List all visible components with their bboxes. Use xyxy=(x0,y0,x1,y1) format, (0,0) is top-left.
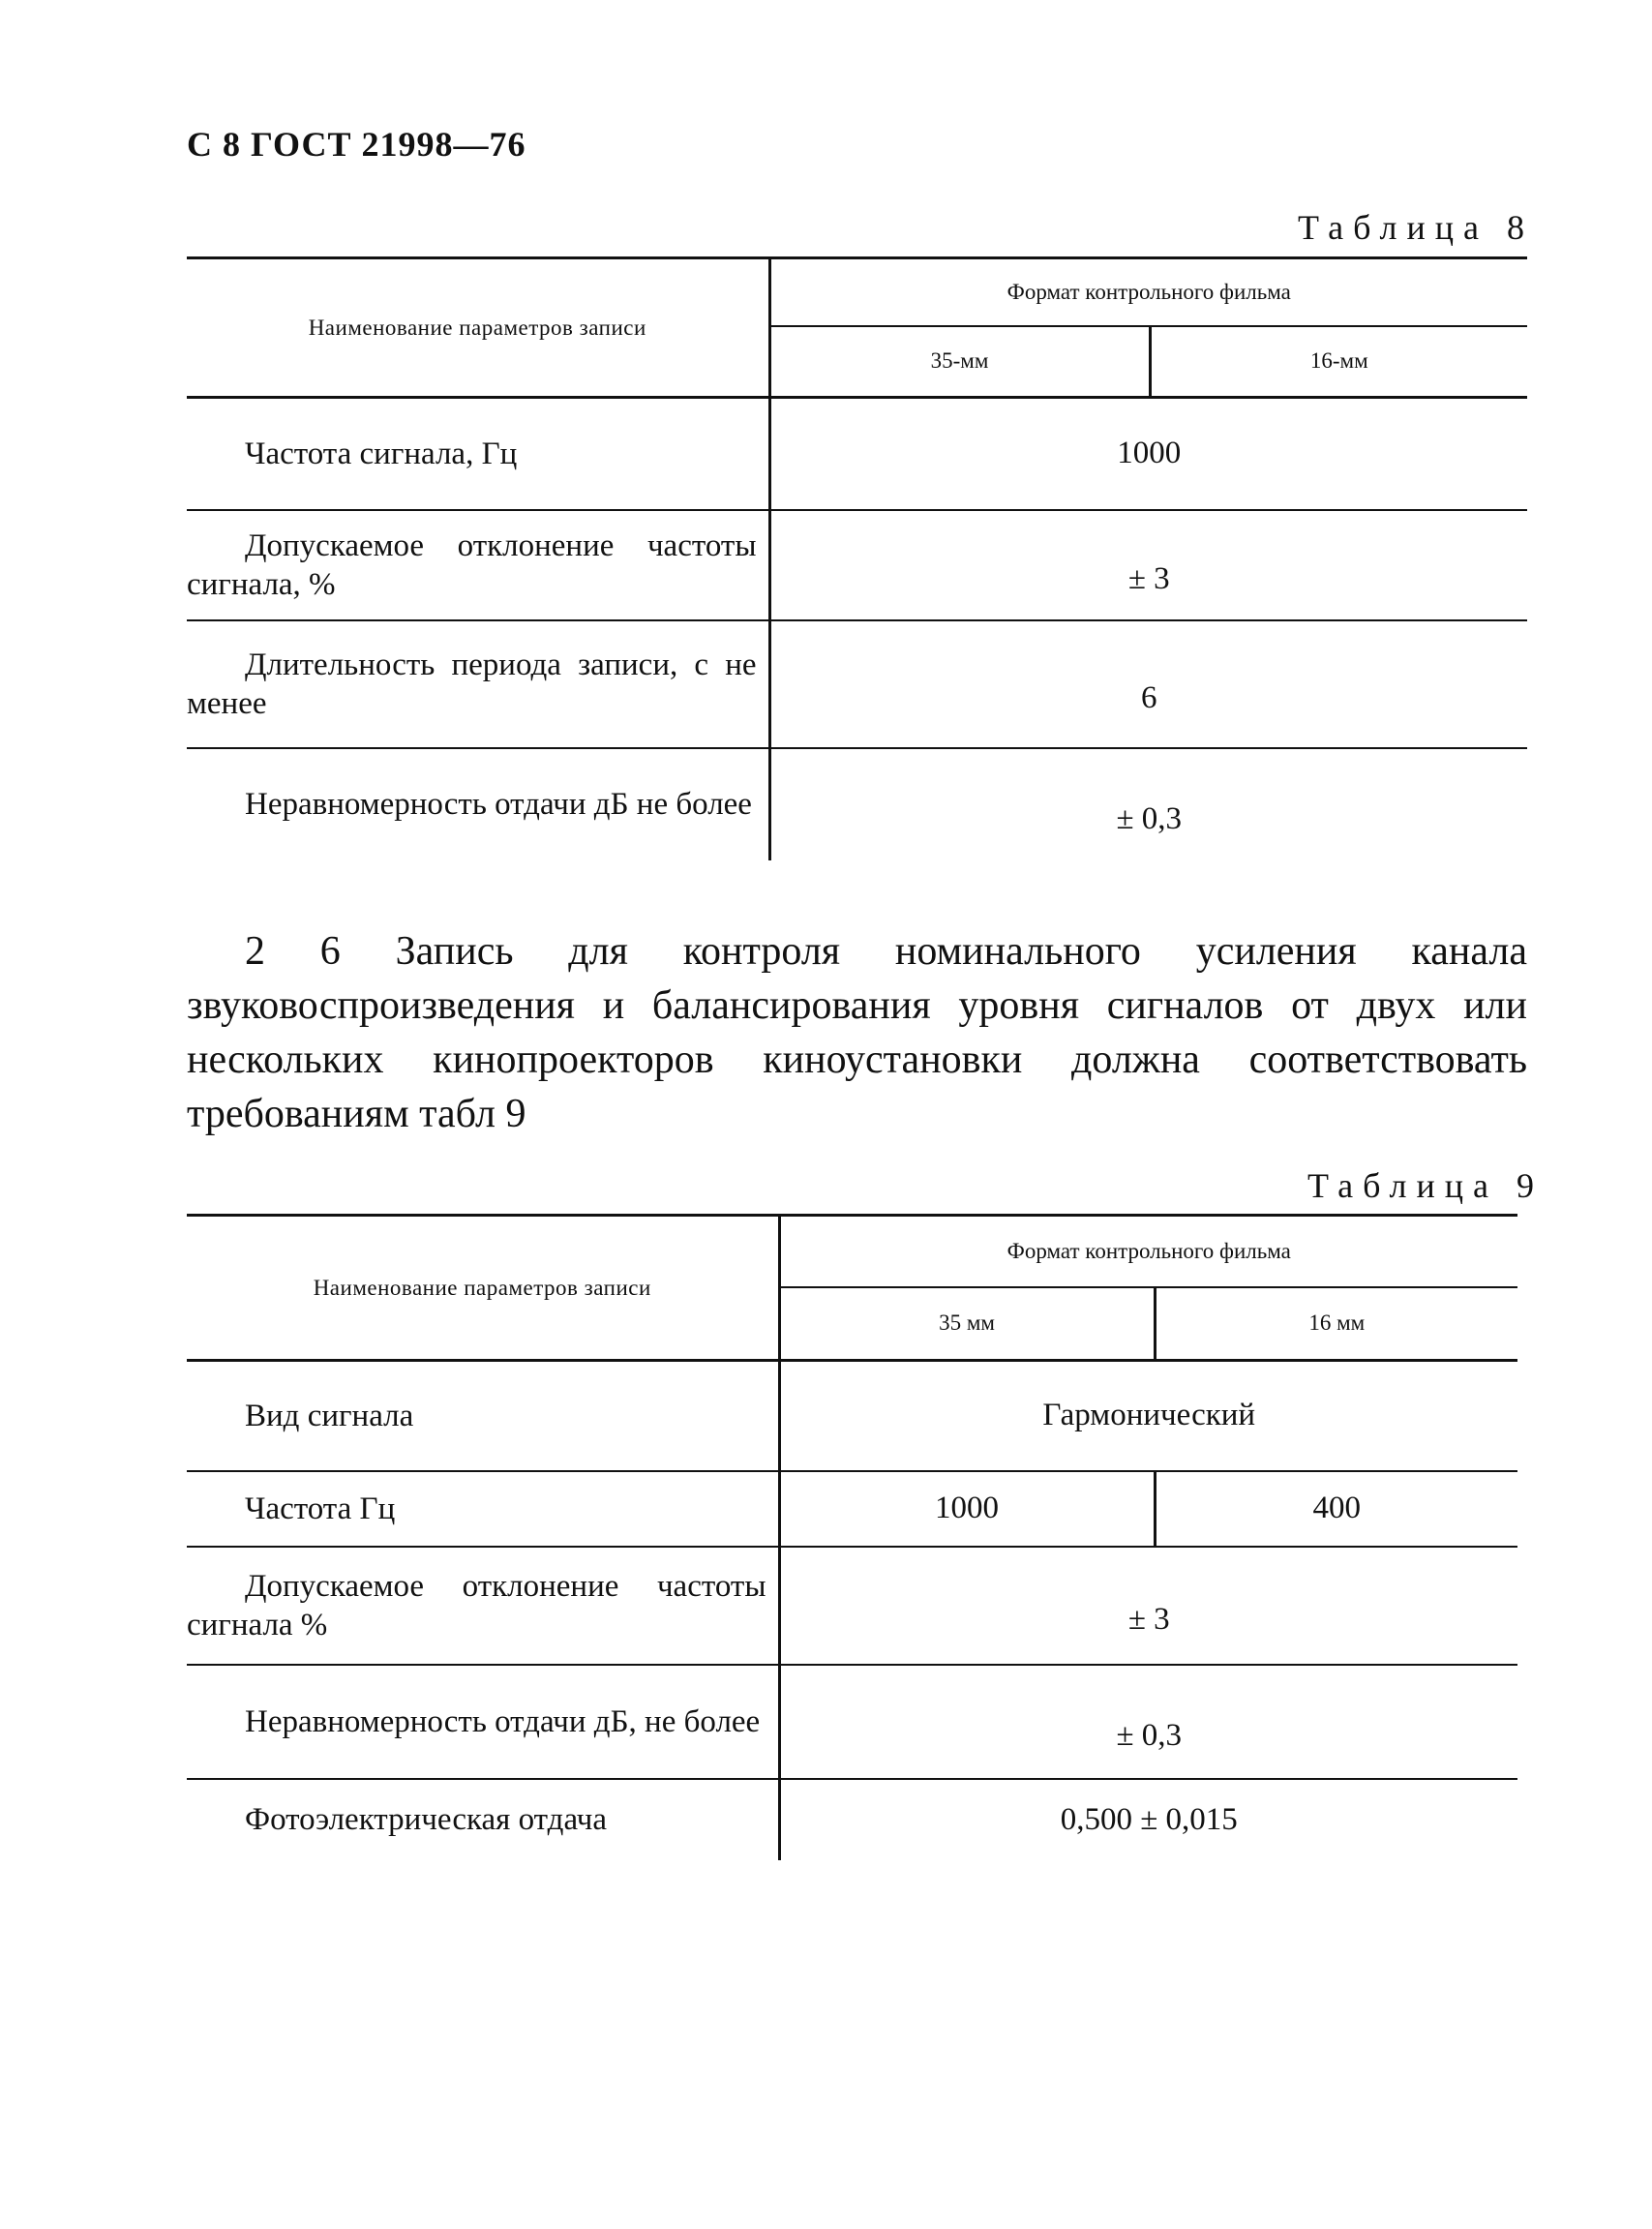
table-8-row-param: Частота сигнала, Гц xyxy=(187,398,769,510)
table-9-col-35: 35 мм xyxy=(779,1287,1155,1361)
table-8-col-35: 35-мм xyxy=(769,326,1150,398)
table-8-row-param: Длительность периода записи, с не менее xyxy=(187,620,769,748)
table-9-row-value-35: 1000 xyxy=(779,1471,1155,1547)
table-9-param-header: Наименование параметров записи xyxy=(187,1216,779,1361)
table-8-row-param: Допускаемое отклонение частоты сигнала, % xyxy=(187,510,769,620)
table-9 xyxy=(187,1214,1517,1860)
table-8-row-value: ± 0,3 xyxy=(1116,800,1183,836)
table-8-row-value: 1000 xyxy=(1117,436,1182,471)
table-8-caption: Таблица 8 xyxy=(1298,208,1534,247)
table-9-row-value: ± 3 xyxy=(1127,1602,1170,1637)
table-9-row-value: ± 0,3 xyxy=(1116,1718,1183,1753)
table-8-row-value: ± 3 xyxy=(1127,561,1170,596)
table-9-caption: Таблица 9 xyxy=(1307,1166,1544,1205)
table-9-row-param: Неравномерность отдачи дБ, не более xyxy=(187,1665,779,1779)
table-9-format-header: Формат контрольного фильма xyxy=(779,1216,1517,1287)
table-9-row-value: 0,500 ± 0,015 xyxy=(1060,1801,1238,1837)
clause-2-6-paragraph: 2 6 Запись для контроля номинального усиления канала звуковоспроизведения и балансирования уровня сигналов от двух или нескольких кинопроекторов киноустановки должна соответствовать требованиям табл 9 xyxy=(187,929,1527,1136)
table-8-col-16: 16-мм xyxy=(1150,326,1527,398)
table-9-row-value-16: 400 xyxy=(1312,1491,1361,1525)
table-9-row-param: Допускаемое отклонение частоты сигнала % xyxy=(187,1547,779,1665)
table-9-col-16: 16 мм xyxy=(1155,1287,1517,1361)
table-8-row-value: 6 xyxy=(1141,680,1157,715)
table-9-row-param: Фотоэлектрическая отдача xyxy=(187,1779,779,1860)
table-8-param-header: Наименование параметров записи xyxy=(187,258,769,398)
table-9-row-param: Частота Гц xyxy=(187,1471,779,1547)
page-header: С 8 ГОСТ 21998—76 xyxy=(187,125,526,164)
table-9-row-param: Вид сигнала xyxy=(187,1361,779,1471)
table-8-format-header: Формат контрольного фильма xyxy=(769,258,1527,326)
table-8-row-param: Неравномерность отдачи дБ не более xyxy=(187,748,769,860)
table-9-row-value: Гармонический xyxy=(1042,1398,1256,1433)
table-8 xyxy=(187,256,1527,860)
